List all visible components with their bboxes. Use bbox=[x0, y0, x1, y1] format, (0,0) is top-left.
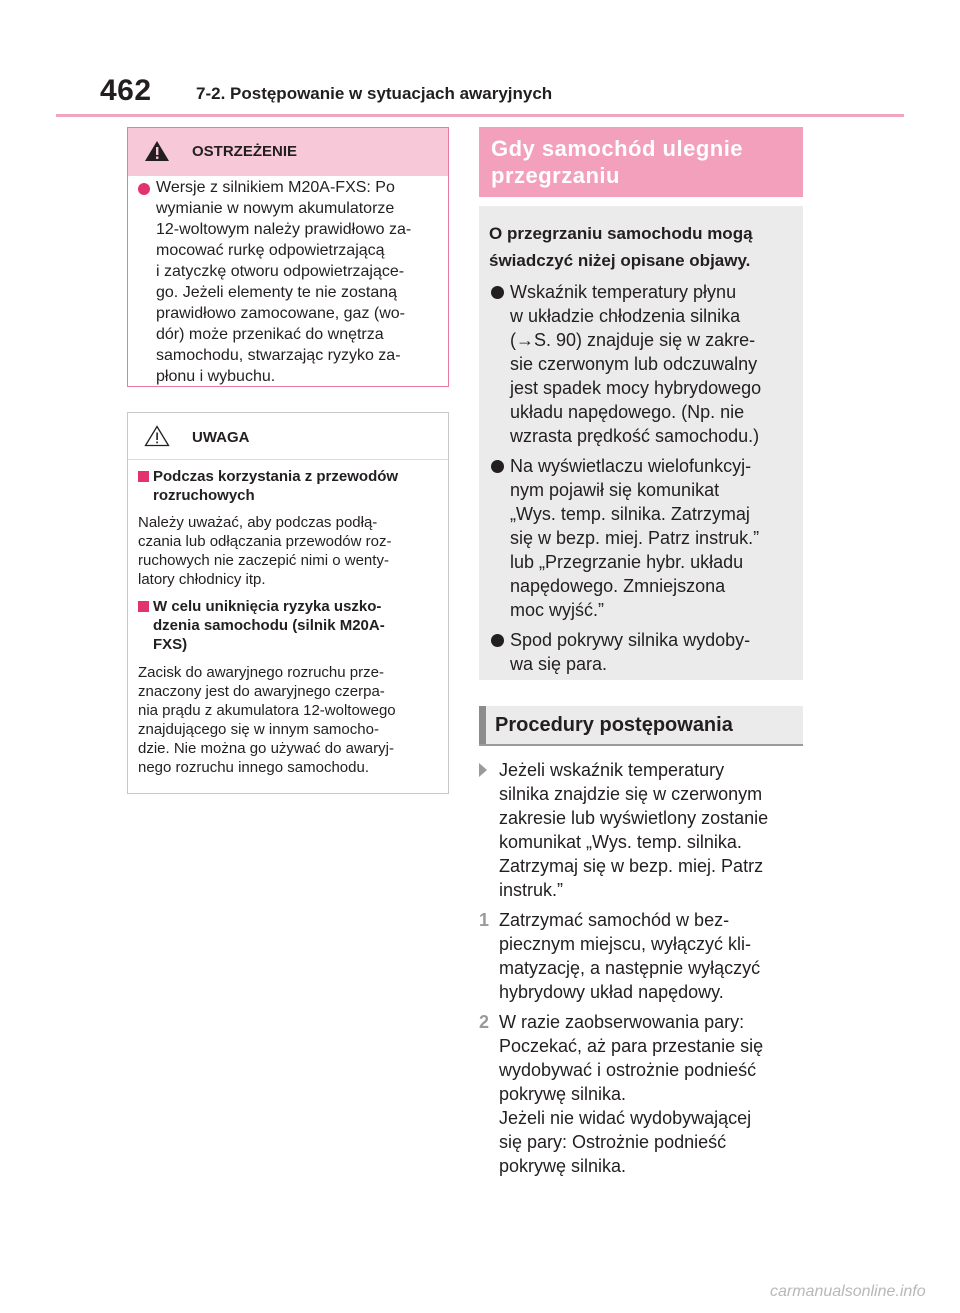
caution-line: Zacisk do awaryjnego rozruchu prze- bbox=[138, 664, 384, 681]
symptom-line: wa się para. bbox=[510, 654, 608, 674]
condition-line: komunikat „Wys. temp. silnika. bbox=[499, 832, 742, 852]
condition-line: zakresie lub wyświetlony zostanie bbox=[499, 808, 769, 828]
symptom-line: jest spadek mocy hybrydowego bbox=[510, 378, 762, 398]
symptom-text bbox=[510, 628, 798, 676]
overheat-title-line: przegrzaniu bbox=[491, 163, 620, 188]
procedures-heading bbox=[479, 706, 803, 746]
step-line: matyzację, a następnie wyłączyć bbox=[499, 958, 761, 978]
caution-subheading-line: W celu uniknięcia ryzyka uszko- bbox=[153, 598, 382, 615]
warning-box bbox=[127, 127, 449, 387]
caution-paragraph bbox=[138, 663, 448, 777]
symptom-line: Na wyświetlaczu wielofunkcyj- bbox=[510, 456, 752, 476]
symptom-line: sie czerwonym lub odczuwalny bbox=[510, 354, 758, 374]
warning-line: prawidłowo zamocowane, gaz (wo- bbox=[156, 305, 405, 322]
caution-subheading-line: Podczas korzystania z przewodów bbox=[153, 468, 399, 485]
step-line: pokrywę silnika. bbox=[499, 1156, 627, 1176]
step-line: Jeżeli nie widać wydobywającej bbox=[499, 1108, 752, 1128]
caution-line: nia prądu z akumulatora 12-woltowego bbox=[138, 702, 396, 719]
warning-line: mocować rurkę odpowietrzającą bbox=[156, 242, 385, 259]
symptom-line: w układzie chłodzenia silnika bbox=[510, 306, 741, 326]
symptom-line: Spod pokrywy silnika wydoby- bbox=[510, 630, 751, 650]
overheat-title bbox=[491, 135, 791, 189]
caution-line: znaczony jest do awaryjnego czerpa- bbox=[138, 683, 385, 700]
symptom-line: napędowego. Zmniejszona bbox=[510, 576, 726, 596]
symptoms-intro bbox=[489, 220, 799, 274]
step-line: Poczekać, aż para przestanie się bbox=[499, 1036, 764, 1056]
square-bullet-icon bbox=[138, 471, 149, 482]
caution-line: znajdującego się w innym samocho- bbox=[138, 721, 379, 738]
warning-text bbox=[156, 177, 446, 387]
condition-line: silnika znajdzie się w czerwonym bbox=[499, 784, 763, 804]
bullet-icon bbox=[491, 634, 504, 647]
symptom-line: „Wys. temp. silnika. Zatrzymaj bbox=[510, 504, 750, 524]
symptom-line: moc wyjść.” bbox=[510, 600, 604, 620]
header-divider bbox=[56, 114, 904, 117]
procedures-title: Procedury postępowania bbox=[495, 714, 733, 736]
step-line: się pary: Ostrożnie podnieść bbox=[499, 1132, 727, 1152]
symptom-text bbox=[510, 280, 798, 448]
warning-line: go. Jeżeli elementy te nie zostaną bbox=[156, 284, 398, 301]
symptom-line: się w bezp. miej. Patrz instruk.” bbox=[510, 528, 760, 548]
caution-line: ruchowych nie zaczepić nimi o wenty- bbox=[138, 552, 389, 569]
symptom-text bbox=[510, 454, 798, 622]
step-line: Zatrzymać samochód w bez- bbox=[499, 910, 730, 930]
caution-line: dzie. Nie można go używać do awaryj- bbox=[138, 740, 394, 757]
warning-line: samochodu, stwarzając ryzyko za- bbox=[156, 347, 401, 364]
symptom-line: nym pojawił się komunikat bbox=[510, 480, 720, 500]
condition-line: Jeżeli wskaźnik temperatury bbox=[499, 760, 725, 780]
section-title: 7-2. Postępowanie w sytuacjach awaryjnych bbox=[196, 84, 553, 103]
caution-line: nego rozruchu innego samochodu. bbox=[138, 759, 369, 776]
heading-accent-bar bbox=[479, 706, 486, 744]
overheat-title-line: Gdy samochód ulegnie bbox=[491, 136, 744, 161]
caution-line: czania lub odłączania przewodów roz- bbox=[138, 533, 392, 550]
step-line: wydobywać i ostrożnie podnieść bbox=[499, 1060, 757, 1080]
step-number: 1 bbox=[479, 910, 490, 930]
warning-header bbox=[128, 128, 448, 176]
warning-line: dór) może przenikać do wnętrza bbox=[156, 326, 384, 343]
warning-line: Wersje z silnikiem M20A-FXS: Po bbox=[156, 179, 395, 196]
caution-subheading-line: dzenia samochodu (silnik M20A- bbox=[153, 617, 385, 634]
step-text bbox=[499, 1010, 799, 1178]
overheat-section-banner bbox=[479, 127, 803, 197]
symptom-line: układu napędowego. (Np. nie bbox=[510, 402, 745, 422]
step-line: piecznym miejscu, wyłączyć kli- bbox=[499, 934, 752, 954]
caution-triangle-icon bbox=[144, 425, 170, 447]
warning-line: 12-woltowym należy prawidłowo za- bbox=[156, 221, 412, 238]
square-bullet-icon bbox=[138, 601, 149, 612]
symptom-line: (→S. 90) znajduje się w zakre- bbox=[510, 330, 756, 350]
caution-subheading bbox=[153, 467, 443, 505]
warning-line: płonu i wybuchu. bbox=[156, 368, 276, 385]
arrow-right-icon bbox=[479, 763, 487, 777]
caution-line: latory chłodnicy itp. bbox=[138, 571, 266, 588]
symptom-line: Wskaźnik temperatury płynu bbox=[510, 282, 737, 302]
warning-line: wymianie w nowym akumulatorze bbox=[156, 200, 395, 217]
step-line: pokrywę silnika. bbox=[499, 1084, 627, 1104]
warning-triangle-icon bbox=[144, 140, 170, 162]
symptom-line: wzrasta prędkość samochodu.) bbox=[510, 426, 760, 446]
warning-title: OSTRZEŻENIE bbox=[192, 143, 298, 160]
condition-line: Zatrzymaj się w bezp. miej. Patrz bbox=[499, 856, 764, 876]
symptoms-intro-line: świadczyć niżej opisane objawy. bbox=[489, 251, 751, 270]
step-line: hybrydowy układ napędowy. bbox=[499, 982, 724, 1002]
caution-title: UWAGA bbox=[192, 429, 250, 446]
caution-subheading-line: FXS) bbox=[153, 636, 188, 653]
bullet-icon bbox=[138, 183, 150, 195]
symptom-line: lub „Przegrzanie hybr. układu bbox=[510, 552, 744, 572]
caution-subheading-line: rozruchowych bbox=[153, 487, 255, 504]
symptoms-box bbox=[479, 206, 803, 680]
caution-header bbox=[128, 413, 448, 460]
step-text bbox=[499, 908, 799, 1004]
condition-text bbox=[499, 758, 809, 902]
condition-line: instruk.” bbox=[499, 880, 564, 900]
caution-paragraph bbox=[138, 513, 448, 589]
bullet-icon bbox=[491, 460, 504, 473]
page-number: 462 bbox=[100, 74, 152, 107]
caution-box bbox=[127, 412, 449, 794]
warning-line: i zatyczkę otworu odpowietrzające- bbox=[156, 263, 405, 280]
watermark: carmanualsonline.info bbox=[770, 1283, 926, 1300]
bullet-icon bbox=[491, 286, 504, 299]
caution-subheading bbox=[153, 597, 443, 654]
step-line: W razie zaobserwowania pary: bbox=[499, 1012, 745, 1032]
step-number: 2 bbox=[479, 1012, 490, 1032]
symptoms-intro-line: O przegrzaniu samochodu mogą bbox=[489, 224, 753, 243]
caution-line: Należy uważać, aby podczas podłą- bbox=[138, 514, 378, 531]
